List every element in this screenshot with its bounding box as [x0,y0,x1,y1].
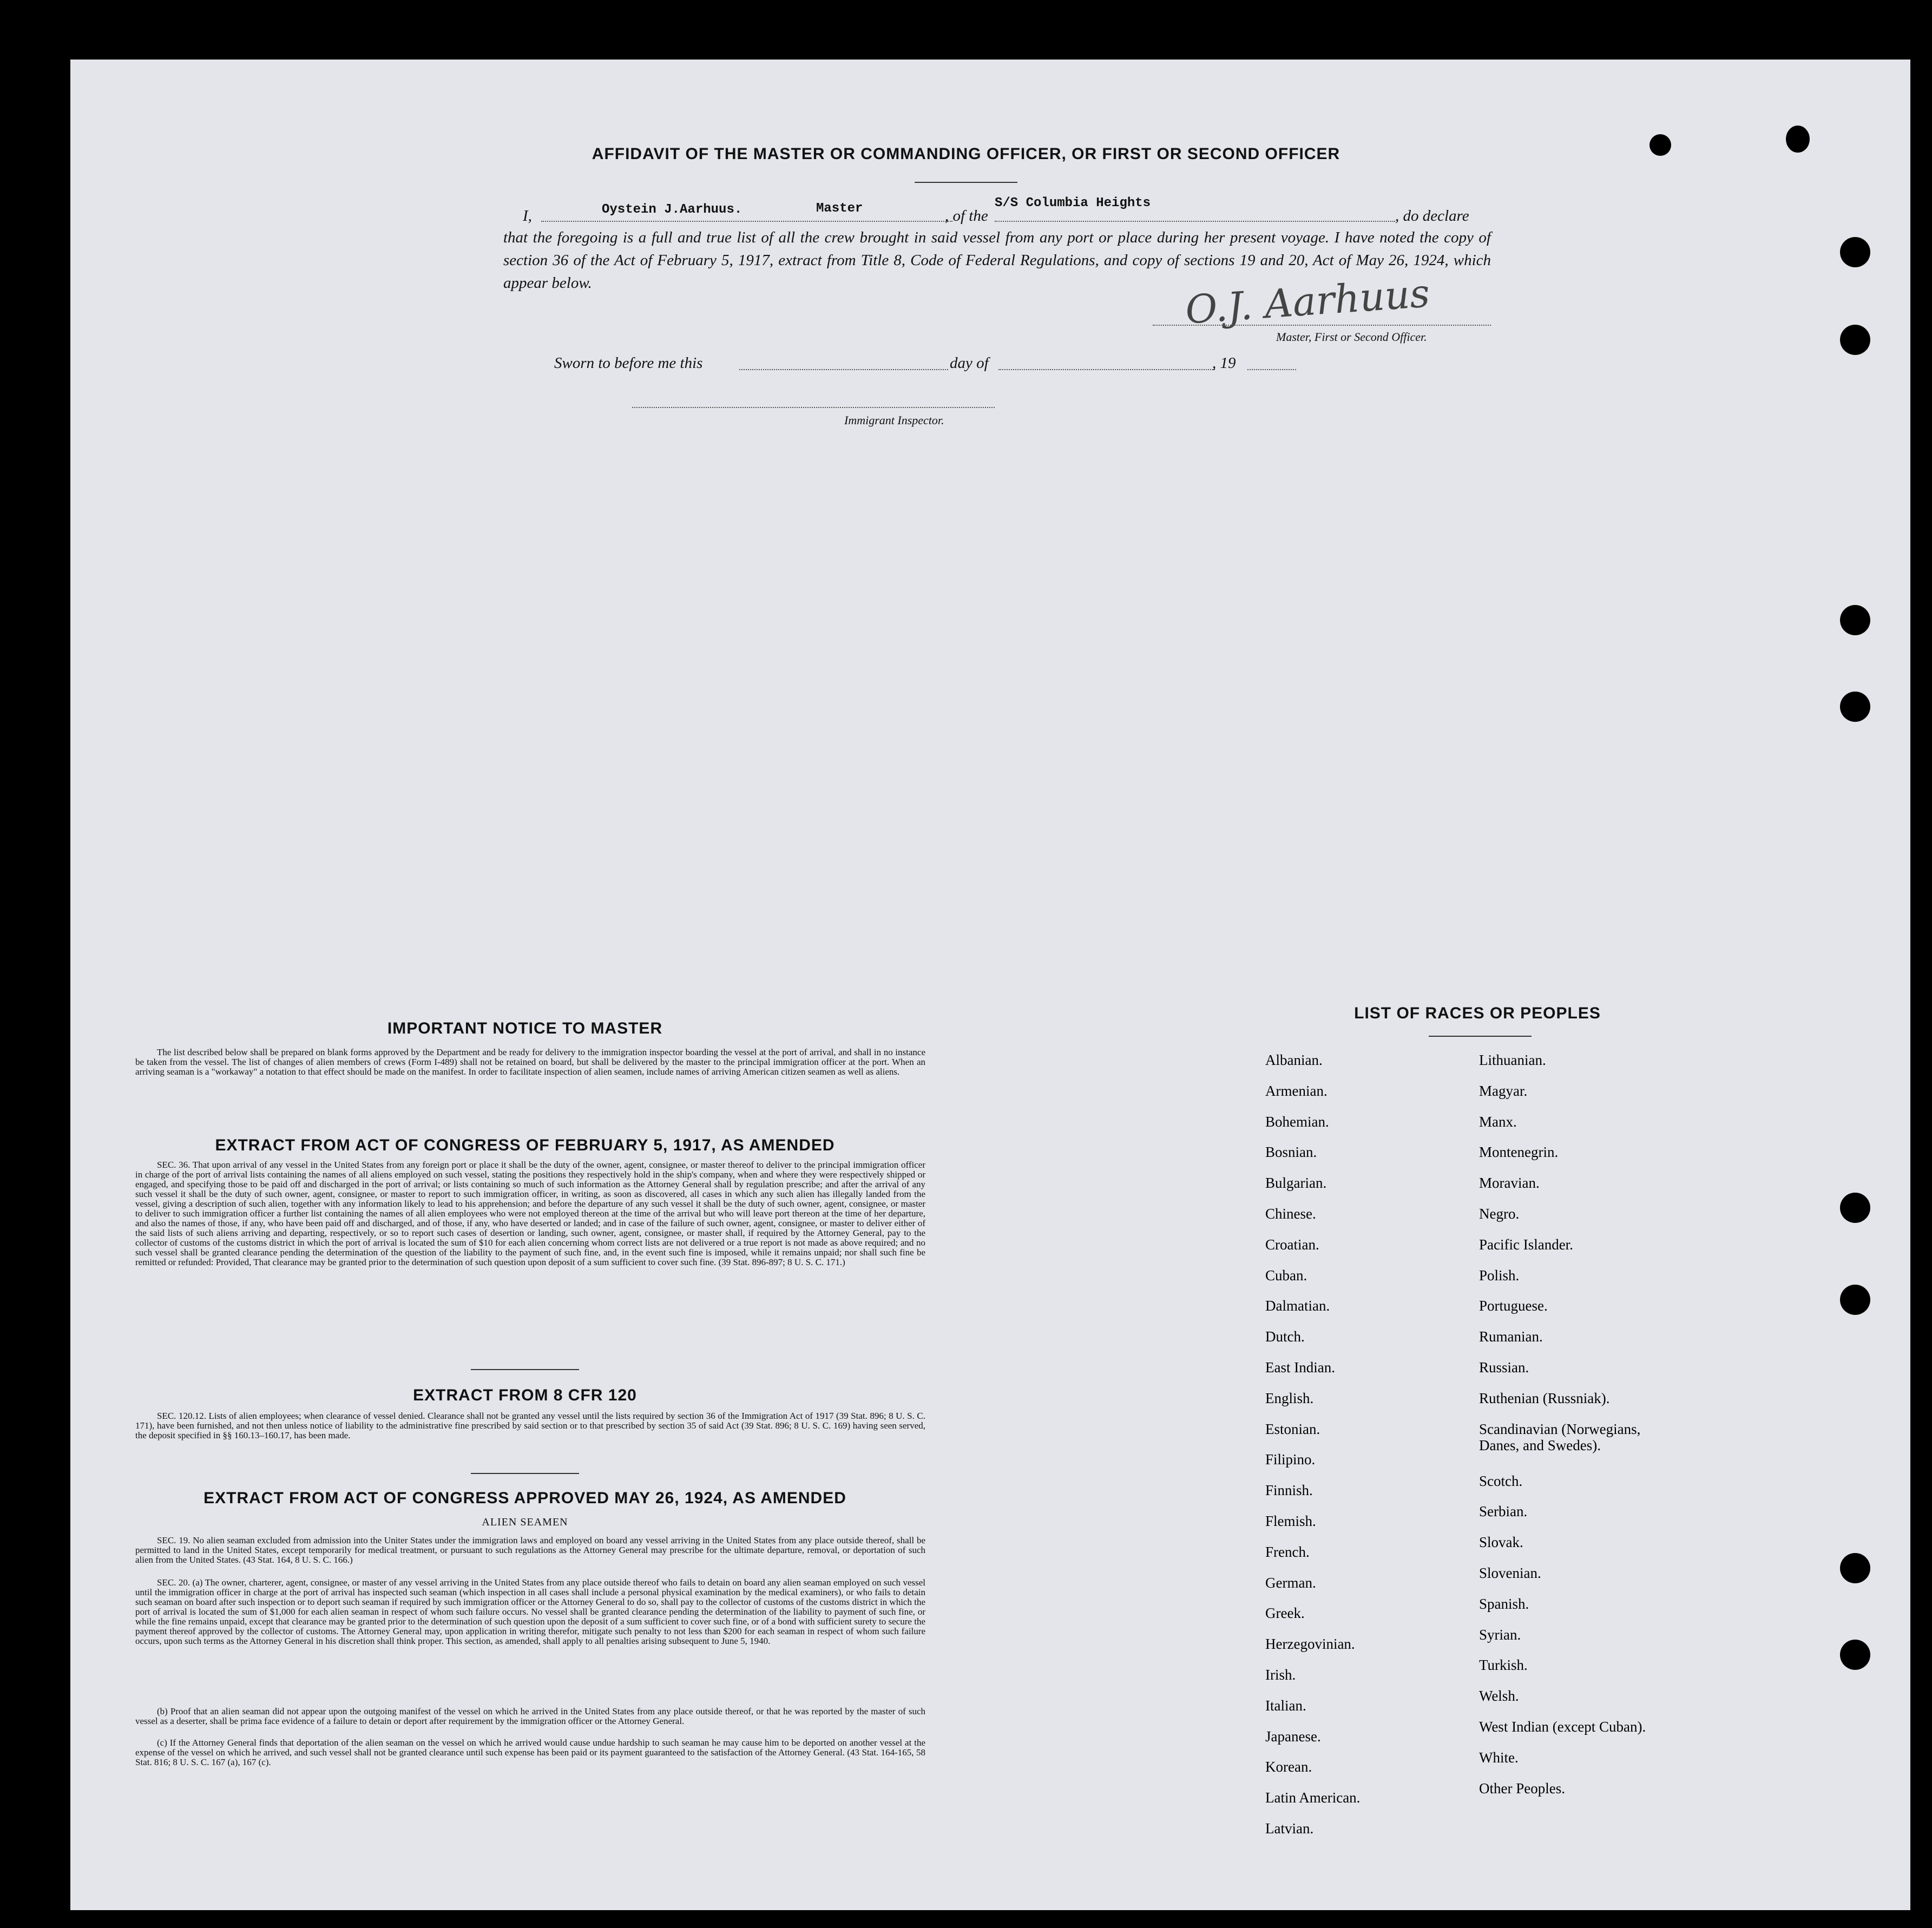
master-signature: O.J. Aarhuus [1184,270,1431,333]
race-item: Lithuanian. [1479,1052,1546,1068]
race-item: Filipino. [1265,1451,1316,1468]
race-item: Bosnian. [1265,1144,1317,1161]
race-item: Negro. [1479,1206,1520,1222]
race-item: Japanese. [1265,1728,1321,1745]
race-item: Italian. [1265,1697,1306,1714]
race-item: Serbian. [1479,1503,1528,1520]
race-item: French. [1265,1543,1310,1560]
race-item: Welsh. [1479,1688,1519,1705]
race-item: Flemish. [1265,1513,1316,1529]
affidavit-prefix: I, [523,207,532,225]
divider [1429,1036,1532,1037]
race-item: Syrian. [1479,1626,1521,1643]
punch-hole [1840,237,1870,267]
race-item: Slovenian. [1479,1565,1541,1581]
race-item: Irish. [1265,1667,1296,1683]
race-item: Moravian. [1479,1175,1540,1192]
extract-1924-subtitle: ALIEN SEAMEN [482,1516,568,1528]
divider [471,1369,579,1370]
race-item: Armenian. [1265,1082,1328,1099]
extract-1924-sec19: SEC. 19. No alien seaman excluded from admission into the Uniter States under the immigration laws and employed on board any vessel arriving in the United States from any place outside thereof, shall be permitted to land in the United States, except temporarily for medical treatment, or pursuant to such regulations as the Attorney General may prescribe for the ultimate departure, removal, or deportation of such alien from the United States. (43 Stat. 164, 8 U. S. C. 166.) [135,1535,925,1565]
race-item: Pacific Islander. [1479,1236,1573,1253]
race-item: Scandinavian (Norwegians, [1479,1420,1641,1437]
race-item: Portuguese. [1479,1298,1548,1314]
race-item: Rumanian. [1479,1328,1543,1345]
extract-cfr-title: EXTRACT FROM 8 CFR 120 [413,1386,637,1404]
race-item: White. [1479,1749,1519,1766]
race-item: English. [1265,1390,1314,1406]
race-item: Dalmatian. [1265,1298,1330,1314]
race-item: Chinese. [1265,1206,1316,1222]
sworn-label: Sworn to before me this [554,354,703,372]
master-rank: Master [816,201,863,216]
race-item: Dutch. [1265,1328,1305,1345]
year-label: , 19 [1212,354,1236,372]
race-item: German. [1265,1574,1316,1591]
inspector-caption: Immigrant Inspector. [844,413,944,427]
race-item: Danes, and Swedes). [1479,1437,1601,1453]
of-the-label: , of the [945,207,988,225]
divider [471,1473,579,1474]
punch-hole [1840,1553,1870,1583]
race-item: Manx. [1479,1113,1517,1130]
signature-line [1153,325,1491,326]
race-item: Albanian. [1265,1052,1323,1068]
race-item: Russian. [1479,1359,1529,1376]
extract-1924-sec20b: (b) Proof that an alien seaman did not appear upon the outgoing manifest of the vessel on which he arrived in the United States from any place outside thereof, or that he was reported by the master of such vessel as a deserter, shall be prima face evidence of a failure to detain or deport after requirement by the immigration officer or the Attorney General. [135,1706,925,1726]
vessel-name: S/S Columbia Heights [995,196,1151,210]
punch-hole [1840,605,1870,635]
race-item: Greek. [1265,1605,1305,1622]
race-item: Latvian. [1265,1820,1314,1837]
sworn-day-line [739,369,948,370]
extract-1917-text: SEC. 36. That upon arrival of any vessel in the United States from any foreign port or place it shall be the duty of the owner, agent, consignee, or master thereof to deliver to the principal immigration officer in charge of the port of arrival lists containing the names of all aliens employed on such vessel, stating the positions they respectively hold in the ship's company, when and where they were respectively shipped or engaged, and specifying those to be paid off and discharged in the port of arrival; or lists containing so much of such information as the Attorney General shall by regulation prescribe; and after the arrival of any such vessel it shall be the duty of such owner, agent, consignee, or master to report to such immigration officer, in writing, as soon as discovered, all cases in which any such alien has illegally landed from the vessel, giving a description of such alien, together with any information likely to lead to his apprehension; and before the departure of any such vessel it shall be the duty of such owner, agent, consignee, or master to deliver to such immigration officer a further list containing the names of all alien employees who were not employed thereon at the time of the arrival but who will leave port thereon at the time of her departure, and also the names of those, if any, who have been paid off and discharged, and of those, if any, who have deserted or landed; and in case of the failure of such owner, agent, consignee, or master to deliver either of the said lists of such aliens arriving and departing, respectively, or so to report such cases of desertion or landing, such owner, agent, consignee, or master shall, if required by the Attorney General, pay to the collector of customs of the customs district in which the port of arrival is located the sum of $10 for each alien concerning whom correct lists are not delivered or a true report is not made as above required; and no such vessel shall be granted clearance pending the determination of the question of the liability to the payment of such fine, and, in the event such fine is imposed, while it remains unpaid; nor shall such fine be remitted or refunded: Provided, That clearance may be granted prior to the determination of such question upon deposit of a sum sufficient to cover such fine. (39 Stat. 896-897; 8 U. S. C. 171.) [135,1160,925,1267]
divider [915,182,1017,183]
race-item: Herzegovinian. [1265,1636,1355,1653]
notice-text: The list described below shall be prepared on blank forms approved by the Department and be ready for delivery to the immigration inspector boarding the vessel at the port of arrival, and shall in no instance be taken from the vessel. The list of changes of alien members of crews (Form I-489) shall not be retained on board, but shall be delivered by the master to the principal immigration officer at the port. When an arriving seaman is a "workaway" a notation to that effect should be made on the manifest. In order to facilitate inspection of alien seamen, include names of arriving American citizen seamen as well as aliens. [135,1047,925,1077]
race-item: Latin American. [1265,1789,1361,1806]
day-of-label: day of [950,354,989,372]
master-name: Oystein J.Aarhuus. [602,202,742,217]
race-item: Finnish. [1265,1482,1313,1499]
race-item: Spanish. [1479,1595,1529,1612]
punch-hole [1650,134,1671,156]
punch-hole [1786,126,1810,153]
race-item: Ruthenian (Russniak). [1479,1390,1610,1406]
race-item: Korean. [1265,1759,1312,1775]
race-item: Polish. [1479,1267,1520,1284]
race-item: West Indian (except Cuban). [1479,1719,1646,1735]
race-item: Slovak. [1479,1534,1523,1551]
notice-title: IMPORTANT NOTICE TO MASTER [387,1019,663,1037]
race-item: Estonian. [1265,1420,1320,1437]
name-line [541,221,952,222]
race-item: East Indian. [1265,1359,1335,1376]
inspector-line [632,407,995,408]
extract-1924-sec20c: (c) If the Attorney General finds that deportation of the alien seaman on the vessel on which he arrived would cause undue hardship to such seaman he may cause him to be deported on another vessel at the expense of the vessel on which he arrived, and such vessel shall not be granted clearance until such expense has been paid or its payment guaranteed to the satisfaction of the Attorney General. (43 Stat. 164-165, 58 Stat. 816; 8 U. S. C. 167 (a), 167 (c). [135,1738,925,1767]
race-item: Croatian. [1265,1236,1319,1253]
affidavit-body: that the foregoing is a full and true list of all the crew brought in said vessel from any port or place during her present voyage. I have noted the copy of section 36 of the Act of February 5, 1917, extract from Title 8, Code of Federal Regulations, and copy of sections 19 and 20, Act of May 26, 1924, which appear below. [503,229,1491,292]
affidavit-title: AFFIDAVIT OF THE MASTER OR COMMANDING OFFICER, OR FIRST OR SECOND OFFICER [592,145,1340,163]
race-item: Other Peoples. [1479,1780,1565,1797]
punch-hole [1840,1285,1870,1315]
sworn-year-line [1247,369,1296,370]
punch-hole [1840,1193,1870,1223]
punch-hole [1840,692,1870,722]
race-item: Turkish. [1479,1657,1528,1674]
extract-1924-sec20a: SEC. 20. (a) The owner, charterer, agent, consignee, or master of any vessel arriving in the United States from any place outside thereof who fails to detain on board any alien seaman employed on such vessel until the immigration officer in charge at the port of arrival has inspected such seaman (which inspection in all cases shall include a personal physical examination by the medical examiners), or who fails to detain such seaman on board after such inspection or to deport such seaman if required by such immigration officer or the Attorney General to do so, shall pay to the collector of customs of the customs district in which the port of arrival is located the sum of $1,000 for each alien seaman in respect of whom such failure occurs. No vessel shall be granted clearance pending the determination of the liability to payment of such fine, or while the fine remains unpaid, except that clearance may be granted prior to the determination of such question upon the deposit of a sum sufficient to cover such fine, or of a bond with sufficient surety to secure the payment thereof approved by the collector of customs. The Attorney General may, upon application in writing therefor, mitigate such penalty to not less than $200 for each seaman in respect of whom such failure occurs, upon such terms as the Attorney General in his discretion shall think proper. This section, as amended, shall apply to all penalties arising subsequent to June 5, 1940. [135,1577,925,1646]
race-item: Cuban. [1265,1267,1307,1284]
race-item: Scotch. [1479,1472,1523,1489]
races-title: LIST OF RACES OR PEOPLES [1354,1004,1601,1022]
vessel-line [995,221,1395,222]
sworn-month-line [998,369,1215,370]
do-declare-label: , do declare [1395,207,1469,225]
race-item: Bulgarian. [1265,1175,1327,1192]
extract-1917-title: EXTRACT FROM ACT OF CONGRESS OF FEBRUARY 5, 1917, AS AMENDED [215,1136,835,1154]
extract-1924-title: EXTRACT FROM ACT OF CONGRESS APPROVED MAY 26, 1924, AS AMENDED [203,1489,846,1507]
race-item: Bohemian. [1265,1113,1329,1130]
punch-hole [1840,1640,1870,1670]
signature-caption: Master, First or Second Officer. [1276,330,1427,344]
extract-cfr-text: SEC. 120.12. Lists of alien employees; when clearance of vessel denied. Clearance shall not be granted any vessel until the lists required by section 36 of the Immigration Act of 1917 (39 Stat. 896; 8 U. S. C. 171), have been furnished, and not then unless notice of liability to the administrative fine prescribed by said section or to that prescribed by section 35 of said Act (39 Stat. 896; 8 U. S. C. 169) having seen served, the deposit specified in §§ 160.13–160.17, has been made. [135,1411,925,1440]
race-item: Montenegrin. [1479,1144,1559,1161]
race-item: Magyar. [1479,1082,1528,1099]
punch-hole [1840,325,1870,355]
